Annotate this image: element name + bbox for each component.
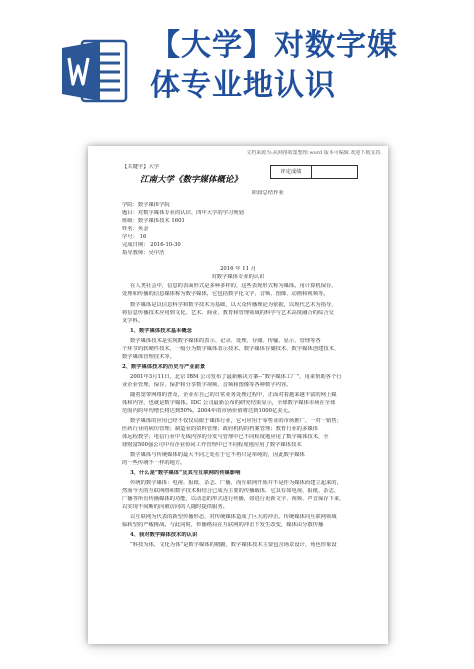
paragraph-line: 以互联网为代表的新型传播形态，对传统媒体造成了巨大的冲击，传统媒体向互联网领域 bbox=[130, 514, 337, 520]
paragraph-line: 2001年3月11日，北京 IBM 公司发布了最新解决方案--“数字媒体工厂”，用来帮助各个行 bbox=[130, 374, 342, 380]
document-page bbox=[88, 146, 388, 644]
section-heading: 2、数字媒体技术的历史与产业前景 bbox=[122, 364, 206, 370]
paragraph-line: 数字媒体技术是实现数字媒体的表示、记录、处理、存储、传输、显示、管理等各 bbox=[130, 338, 321, 344]
paragraph-line: 数字媒体与传统媒体的最大不同之处在于它不再只是单纯的，因此数字媒体 bbox=[130, 452, 305, 458]
paragraph-line: 以实现不间断的向被访问的人随时提供服务。 bbox=[122, 504, 228, 510]
grade-label: 评定成绩 bbox=[271, 166, 312, 178]
info-line: 指导教师：吴中浩 bbox=[122, 250, 165, 256]
section-heading: 1、数字媒体技术基本概念 bbox=[130, 328, 192, 334]
grade-table bbox=[270, 165, 358, 179]
keyword-tag: 【关键字】大学 bbox=[122, 164, 160, 170]
info-line: 完成日期： 2016-10-30 bbox=[122, 242, 181, 248]
info-line: 题目：对数字媒体专业的认识、四年大学的学习规划 bbox=[122, 210, 244, 216]
paragraph-line: 然而今天的互联网络和数字技术相结合已成为主要的传播载体，它具有如电视、报纸、杂志、 bbox=[122, 488, 340, 494]
paragraph-line: 医药行业的病历管理；制造业的资料管理；政府机构的档案管理；教育行业的多媒体 bbox=[122, 426, 318, 432]
section-heading: 3、什么是“数字媒体”及其与互联网的传媒影响 bbox=[130, 470, 241, 476]
paragraph-line: 在人类社会中，信息的表面形式是多种多样的，这些表现形式称为媒体。用计算机保存、 bbox=[130, 283, 337, 289]
paragraph-line: 临转型的严峻挑战。与此同时，传播格局在互联网的冲击下发生改变，媒体由分散传播 bbox=[122, 522, 324, 528]
paper-title: 江南大学《数字媒体概论》 bbox=[140, 175, 243, 185]
paragraph-line: 叉学科。 bbox=[122, 318, 144, 324]
paragraph-line: 范围内的年均增长将达到50%。2004年的市场价值将达到1000亿美元。 bbox=[122, 408, 294, 414]
paper-subtitle: 阶段总结作业 bbox=[252, 190, 284, 196]
paragraph-line: 球财富500强公司中有企业协同工作管理中已不同程度地应用了数字媒体技术 bbox=[122, 442, 302, 448]
paragraph-line: 体远程教学；电信行业中无线内容的分发与管理中已不同程度地应用了数字媒体技术，全 bbox=[122, 434, 329, 440]
section-heading: 4、我对数字媒体技术的认识 bbox=[130, 532, 198, 538]
paragraph-line: 数字媒体的应用已经不仅仅局限于媒体行业，它可应用于零售业的市场推广、一对一销售； bbox=[130, 418, 342, 424]
paragraph-line: 体和内容，也就是数字媒体。IDC 公司最新公布的研究结果显示，全球数字媒体市场在全球 bbox=[122, 400, 336, 406]
word-document-icon bbox=[62, 38, 128, 104]
title-line-2: 体专业地认识 bbox=[150, 68, 336, 103]
paragraph-line: 的一些传统不一样的地方。 bbox=[122, 460, 186, 466]
document-title bbox=[150, 26, 460, 106]
paragraph-line: 个环节的软硬件技术，一般分为数字媒体表示技术、数字媒体存储技术、数字媒体创建技术、 bbox=[122, 346, 340, 352]
paragraph-line: 业企业管理、保存、保护和分享数字视频、音频和图像等各种数字内容。 bbox=[122, 382, 292, 388]
paragraph-line: 数字媒体是以信息科学和数字技术为基础，以大众传播理论为依据，以现代艺术为指导， bbox=[130, 302, 337, 308]
paragraph-line: “科技为体，文化为体”是数字媒体的精髓，数字媒体技术主要包含场景设计、角色形象设 bbox=[130, 542, 337, 548]
info-line: 学院：数字媒体学院 bbox=[122, 202, 170, 208]
paragraph-line: 处理和传播的信息媒体称为数字媒体，它包括数字化文字、音频、图像、动画和视频等。 bbox=[122, 291, 329, 297]
header-banner bbox=[0, 0, 474, 118]
grade-value bbox=[312, 166, 357, 178]
paragraph-line: 数字媒体管理技术等。 bbox=[122, 354, 175, 360]
paragraph-line: 传统的数字媒体：电视、报纸、杂志、广播，而互联网开始并不是作为媒体而建立起来的， bbox=[130, 480, 342, 486]
essay-title: 对数字媒体专业的认识 bbox=[211, 274, 265, 280]
info-line: 学号： 16 bbox=[122, 234, 147, 240]
paragraph-line: 将信息传播技术应用到文化、艺术、商业、教育和管理领域的科学与艺术高度融合的综合交 bbox=[122, 310, 334, 316]
paragraph-line: 随着宽带网络的普及，企业在自己的日常业务处理过程中，正面对着越来越丰富的网上媒 bbox=[130, 392, 337, 398]
title-line-1: 【大学】对数字媒 bbox=[150, 28, 398, 63]
date-line: 2016 年 11 月 bbox=[220, 266, 256, 272]
info-line: 姓名：奂金 bbox=[122, 226, 149, 232]
paragraph-line: 广播等所有传播媒体的功能，以动态的形式进行传播，如进行更新文字、视频、声音保存下来， bbox=[122, 496, 345, 502]
info-line: 班级：数字媒体技术 1601 bbox=[122, 218, 185, 224]
source-note: 文档来源为:从网络收集整理.word 版本可编辑.欢迎下载支持. bbox=[246, 150, 382, 156]
